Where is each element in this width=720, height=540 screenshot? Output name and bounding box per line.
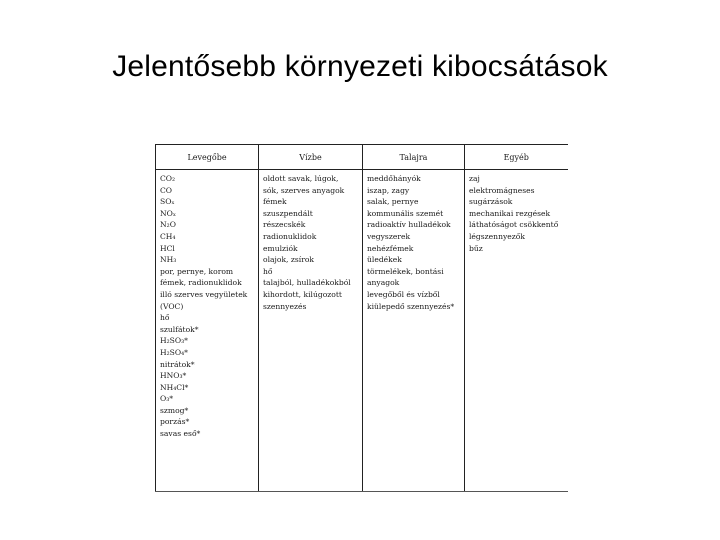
table-cell-item: (VOC) (160, 301, 184, 311)
table-cell-item: N₂O (160, 220, 176, 230)
header-water: Vízbe (259, 145, 363, 170)
table-cell-item: CO (160, 185, 173, 195)
table-cell-item: iszap, zagy (367, 185, 410, 195)
table-cell-item: savas eső* (160, 429, 201, 439)
table-cell-item: részecskék (263, 220, 306, 230)
column-other (465, 170, 568, 492)
table-cell-item: NH₃ (160, 255, 177, 265)
table-cell-item: HCl (160, 243, 175, 253)
table-cell-item: SOₓ (160, 197, 175, 207)
table-cell-item: illó szerves vegyületek (160, 289, 248, 299)
table-cell-item: törmelékek, bontási (367, 266, 444, 276)
table-cell-item: mechanikai rezgések (469, 208, 551, 218)
slide-title: Jelentősebb környezeti kibocsátások (112, 50, 608, 83)
table-cell-item: sók, szerves anyagok (263, 185, 345, 195)
table-cell-item: láthatóságot csökkentő (469, 220, 559, 230)
table-cell-item: hő (263, 266, 273, 276)
table-cell-item: hő (160, 313, 170, 323)
table-cell-item: NOₓ (160, 208, 177, 218)
table-cell-item: radionuklidok (263, 231, 317, 241)
table-cell-item: üledékek (367, 255, 402, 265)
table-cell-item: szmog* (160, 405, 189, 415)
table-cell-item: nehézfémek (367, 243, 414, 253)
table-cell-item: por, pernye, korom (160, 266, 234, 276)
table-cell-item: sugárzások (469, 197, 513, 207)
table-cell-item: kihordott, kilúgozott (263, 289, 342, 299)
table-cell-item: porzás* (160, 417, 190, 427)
table-cell-item: NH₄Cl* (160, 382, 189, 392)
column-air (156, 170, 259, 492)
table-cell-item: bűz (469, 243, 483, 253)
table-cell-item: levegőből és vízből (367, 289, 440, 299)
table-cell-item: légszennyezők (469, 231, 525, 241)
table-cell-item: H₂SO₄* (160, 347, 188, 357)
table-cell-item: szennyezés (263, 301, 307, 311)
column-soil (363, 170, 465, 492)
header-other: Egyéb (465, 145, 568, 170)
table-cell-item: HNO₃* (160, 371, 187, 381)
table-cell-item: talajból, hulladékokból (263, 278, 351, 288)
table-cell-item: radioaktív hulladékok (367, 220, 451, 230)
column-water (259, 170, 363, 492)
table-cell-item: oldott savak, lúgok, (263, 174, 339, 183)
table-cell-item: H₂SO₃* (160, 336, 188, 346)
table-cell-item: szuszpendált (263, 208, 313, 218)
table-cell-item: CH₄ (160, 231, 176, 241)
table-cell-item: fémek, radionuklidok (160, 278, 242, 288)
table-cell-item: nitrátok* (160, 359, 195, 369)
table-cell-item: kommunális szemét (367, 208, 444, 218)
table-cell-item: kiülepedő szennyezés* (367, 301, 455, 311)
table-body-row (156, 170, 568, 492)
table-cell-item: zaj (469, 174, 480, 183)
table-cell-item: emulziók (263, 243, 298, 253)
table-cell-item: O₃* (160, 394, 174, 404)
table-cell-item: salak, pernye (367, 197, 419, 207)
header-soil: Talajra (363, 145, 465, 170)
table-cell-item: olajok, zsírok (263, 255, 315, 265)
table-cell-item: vegyszerek (367, 231, 411, 241)
table-header-row (156, 145, 568, 170)
table-cell-item: anyagok (367, 278, 400, 288)
table-cell-item: fémek (263, 197, 287, 207)
table-cell-item: elektromágneses (469, 185, 535, 195)
table-cell-item: CO₂ (160, 174, 176, 183)
emissions-table (155, 144, 567, 491)
header-air: Levegőbe (156, 145, 259, 170)
table-cell-item: szulfátok* (160, 324, 199, 334)
table-cell-item: meddőhányók (367, 174, 421, 183)
